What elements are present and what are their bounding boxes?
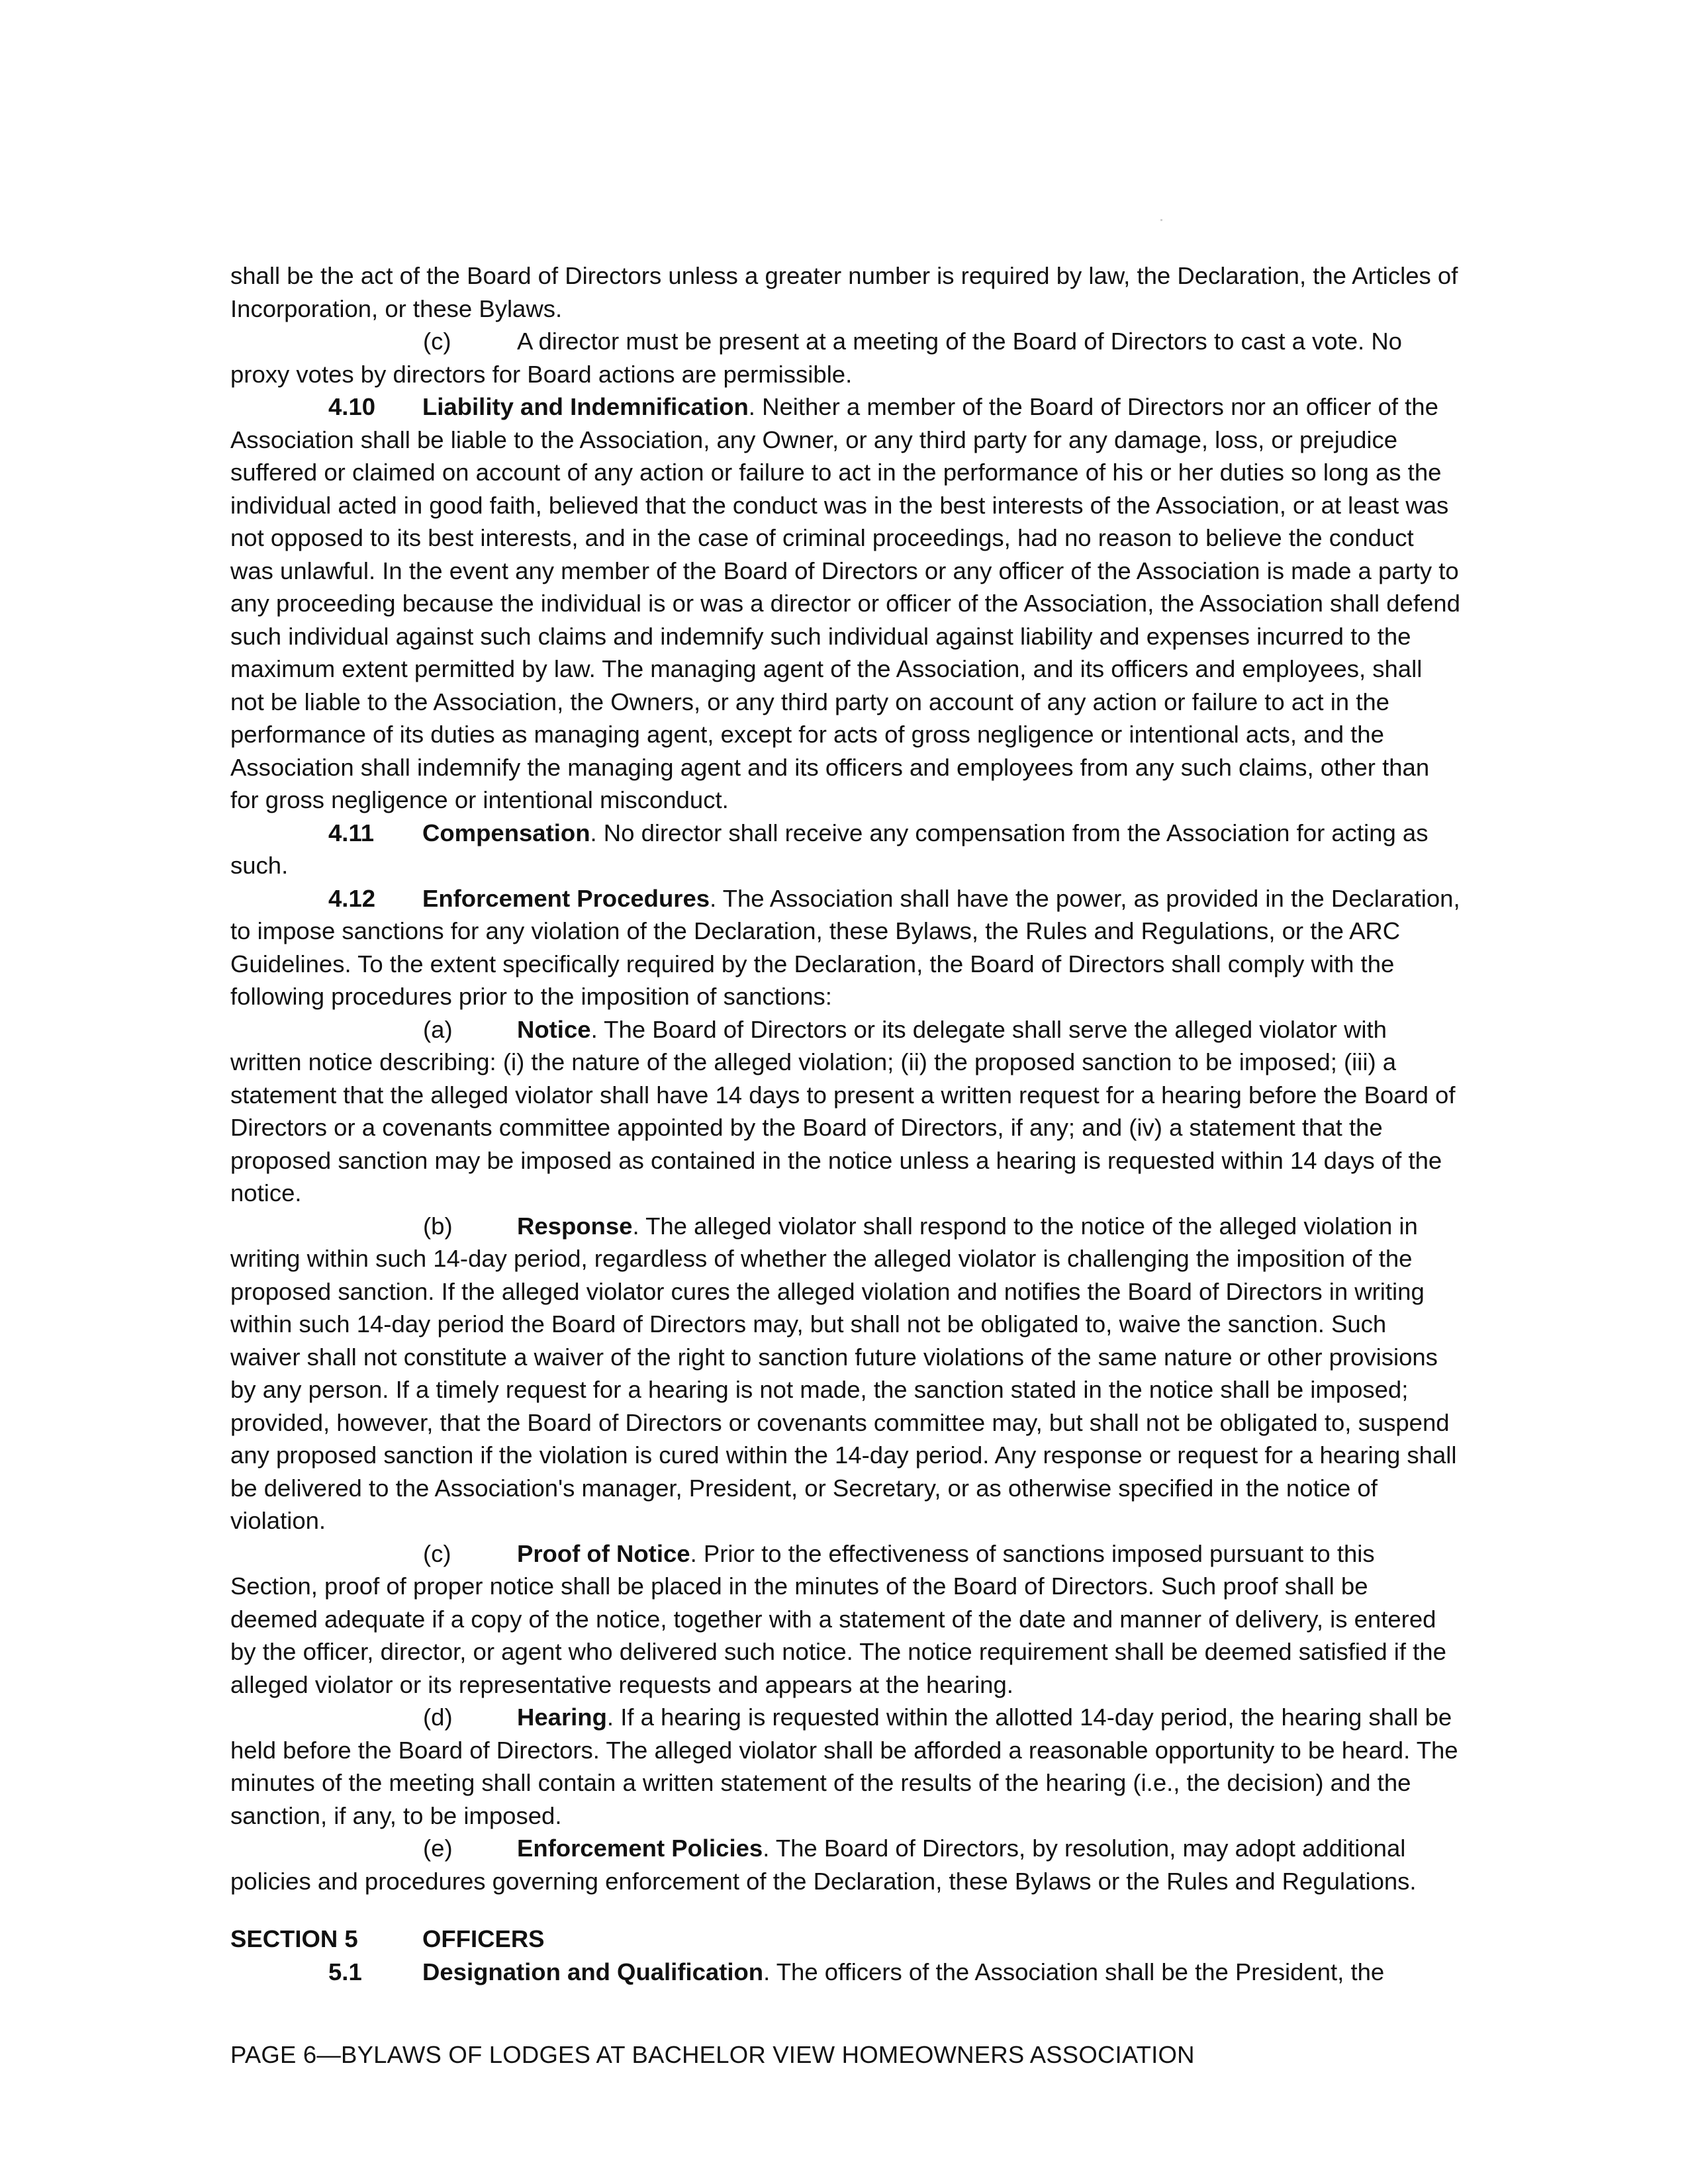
scan-speck [1160,219,1162,221]
subsection-label: (c) [423,1539,451,1567]
section-title: Compensation [422,819,590,846]
subsection-title: Enforcement Policies [517,1835,763,1862]
subsection-c-proof-of-notice [230,1537,1462,1702]
subsection-e-enforcement-policies [230,1832,1462,1897]
paragraph-intro: shall be the act of the Board of Directors unless a greater number is required by law, the Declaration, the Articles of Incorporation, or these Bylaws. [230,262,1458,322]
paragraph-4-9-c [230,325,1462,390]
section-heading-title: OFFICERS [422,1925,545,1952]
subsection-text: . If a hearing is requested within the allotted 14-day period, the hearing shall be held before the Board of Directors. The alleged violator shall be afforded a reasonable opportunity to be heard. The minutes of the meeting shall contain a written statement of the results of the hearing (i.e., the decision) and the sanction, if any, to be imposed. [230,1704,1458,1829]
section-number: 4.12 [328,884,376,912]
subsection-text: . The alleged violator shall respond to the notice of the alleged violation in writing within such 14-day period, regardless of whether the alleged violator is challenging the imposition of the proposed sanction. If the alleged violator cures the alleged violation and notifies the Board of Directors in writing within such 14-day period the Board of Directors may, but shall not be obligated to, waive the sanction. Such waiver shall not constitute a waiver of the right to sanction future violations of the same nature or other provisions by any person. If a timely request for a hearing is not made, the sanction stated in the notice shall be imposed; provided, however, that the Board of Directors or covenants committee may, but shall not be obligated to, suspend any proposed sanction if the violation is cured within the 14-day period. Any response or request for a hearing shall be delivered to the Association's manager, President, or Secretary, or as otherwise specified in the notice of violation. [230,1212,1457,1534]
section-5-1 [230,1956,1462,1989]
subsection-title: Proof of Notice [517,1539,690,1567]
section-title: Enforcement Procedures [422,884,710,912]
section-4-11 [230,817,1462,882]
subsection-label: (b) [423,1212,453,1240]
section-gap [230,1897,1462,1923]
subsection-label: (c) [423,328,451,355]
page-footer: PAGE 6—BYLAWS OF LODGES AT BACHELOR VIEW HOMEOWNERS ASSOCIATION [230,2041,1195,2068]
section-5-heading [230,1923,1462,1956]
section-title: Designation and Qualification [422,1958,764,1985]
section-text: . The Association shall have the power, as provided in the Declaration, to impose sanctions for any violation of the Declaration, these Bylaws, the Rules and Regulations, or the ARC Guidelines. To the extent specifically required by the Declaration, the Board of Directors shall comply with the following procedures prior to the imposition of sanctions: [230,884,1460,1010]
section-title: Liability and Indemnification [422,393,749,420]
subsection-text: . The Board of Directors or its delegate shall serve the alleged violator with written notice describing: (i) the nature of the alleged violation; (ii) the proposed sanction to be imposed; (iii) a statement that the alleged violator shall have 14 days to present a written request for a hearing before the Board of Directors or a covenants committee appointed by the Board of Directors, if any; and (iv) a statement that the proposed sanction may be imposed as contained in the notice unless a hearing is requested within 14 days of the notice. [230,1015,1456,1206]
subsection-label: (e) [423,1835,453,1862]
section-number: 5.1 [328,1958,362,1985]
subsection-d-hearing [230,1701,1462,1832]
section-number: 4.10 [328,393,376,420]
section-text: . The officers of the Association shall be the President, the [763,1958,1385,1985]
paragraph-text: A director must be present at a meeting of the Board of Directors to cast a vote. No proxy votes by directors for Board actions are permissible. [230,328,1402,388]
section-label: SECTION 5 [230,1925,358,1952]
section-text: . No director shall receive any compensation from the Association for acting as such. [230,819,1429,879]
subsection-label: (d) [423,1704,453,1731]
subsection-label: (a) [423,1015,453,1043]
subsection-a-notice [230,1013,1462,1210]
section-number: 4.11 [328,819,375,846]
subsection-text: . Prior to the effectiveness of sanctions imposed pursuant to this Section, proof of proper notice shall be placed in the minutes of the Board of Directors. Such proof shall be deemed adequate if a copy of the notice, together with a statement of the date and manner of delivery, is entered by the officer, director, or agent who delivered such notice. The notice requirement shall be deemed satisfied if the alleged violator or its representative requests and appears at the hearing. [230,1539,1446,1698]
subsection-title: Response [517,1212,633,1240]
section-4-10 [230,390,1462,817]
document-body [230,259,1462,1988]
subsection-text: . The Board of Directors, by resolution, may adopt additional policies and procedures governing enforcement of the Declaration, these Bylaws or the Rules and Regulations. [230,1835,1417,1895]
section-4-12 [230,882,1462,1013]
subsection-title: Hearing [517,1704,607,1731]
subsection-title: Notice [517,1015,591,1043]
section-text: . Neither a member of the Board of Directors nor an officer of the Association shall be liable to the Association, any Owner, or any third party for any damage, loss, or prejudice suffered or claimed on account of any action or failure to act in the performance of his or her duties so long as the individual acted in good faith, believed that the conduct was in the best interests of the Association, or at least was not opposed to its best interests, and in the case of criminal proceedings, had no reason to believe the conduct was unlawful. In the event any member of the Board of Directors or any officer of the Association is made a party to any proceeding because the individual is or was a director or officer of the Association, the Association shall defend such individual against such claims and indemnify such individual against liability and expenses incurred to the maximum extent permitted by law. The managing agent of the Association, and its officers and employees, shall not be liable to the Association, the Owners, or any third party on account of any action or failure to act in the performance of its duties as managing agent, except for acts of gross negligence or intentional acts, and the Association shall indemnify the managing agent and its officers and employees from any such claims, other than for gross negligence or intentional misconduct. [230,393,1460,813]
subsection-b-response [230,1210,1462,1537]
